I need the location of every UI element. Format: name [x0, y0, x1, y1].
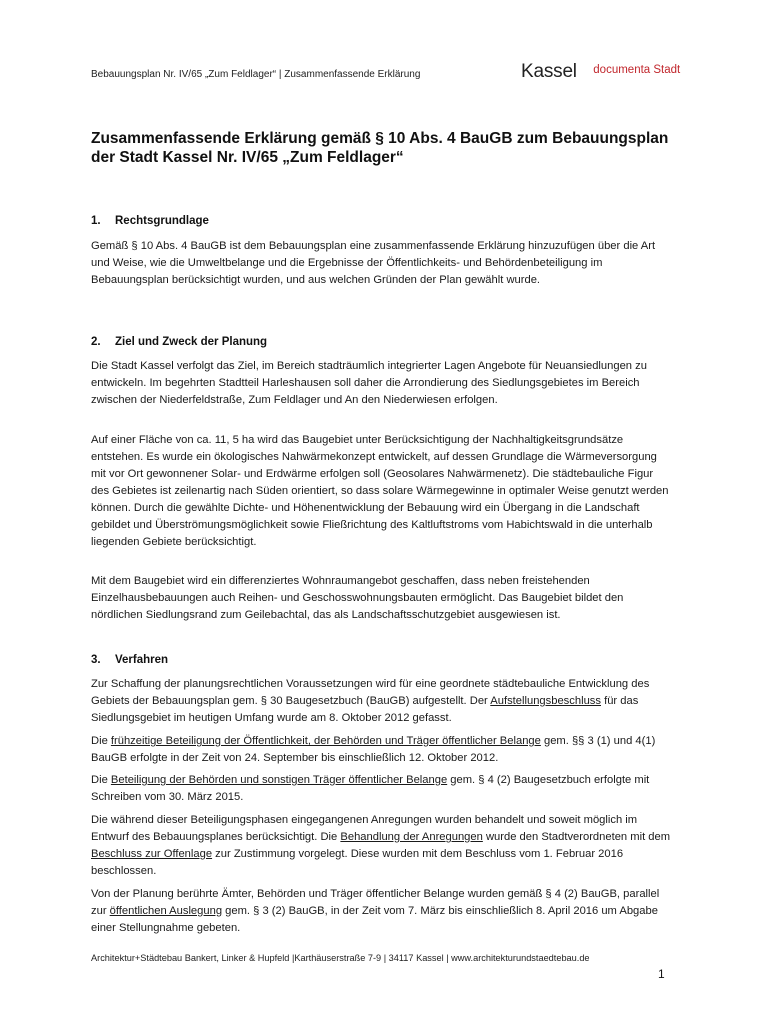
paragraph: [91, 772, 672, 806]
paragraph-text: gem. § 4 (2) Baugesetzbuch erfolgte mit Schreiben vom 30. März 2015.: [91, 774, 650, 803]
paragraph-text: Die: [91, 774, 111, 786]
section-number: 3.: [91, 654, 101, 666]
paragraph-text: gem. § 3 (2) BauGB, in der Zeit vom 7. März bis einschließlich 8. April 2016 um Abgabe einer Stellungnahme gebeten.: [91, 905, 658, 934]
page-number: 1: [658, 967, 665, 981]
beschluss-offenlage-link[interactable]: Beschluss zur Offenlage: [91, 848, 213, 860]
page-footer: Architektur+Städtebau Bankert, Linker & Hupfeld |Karthäuserstraße 7-9 | 34117 Kassel | www.architekturundstaedtebau.de: [91, 953, 590, 963]
paragraph: Gemäß § 10 Abs. 4 BauGB ist dem Bebauungsplan eine zusammenfassende Erklärung hinzuzufügen über die Art und Weise, wie die Umweltbelange und die Ergebnisse der Öffentlichkeits- und Behördenbeteiligung im Bebauungsplan berücksichtigt wurden, und aus welchen Gründen der Plan gewählt wurde.: [91, 240, 656, 286]
section-title: Ziel und Zweck der Planung: [115, 336, 268, 348]
section-number: 2.: [91, 336, 101, 348]
paragraph-text: Von der Planung berührte Ämter, Behörden und Träger öffentlicher Belange wurden gemäß § 4 (2) BauGB, parallel zur: [91, 888, 660, 917]
section-heading-verfahren: [91, 654, 168, 666]
section-heading-ziel-und-zweck: [91, 336, 267, 348]
paragraph: [91, 733, 672, 767]
beteiligung-behoerden-link[interactable]: Beteiligung der Behörden und sonstigen Träger öffentlicher Belange: [110, 774, 448, 786]
section-title: Verfahren: [115, 654, 169, 666]
paragraph-text: gem. §§ 3 (1) und 4(1) BauGB erfolgte in der Zeit von 24. September bis einschließlich 12. Oktober 2012.: [91, 735, 656, 764]
oeffentliche-auslegung-link[interactable]: öffentlichen Auslegung: [109, 905, 223, 917]
logo-tagline: documenta Stadt: [593, 64, 681, 76]
kassel-logo: [521, 61, 680, 83]
paragraph: [91, 676, 672, 727]
fruehzeitige-beteiligung-link[interactable]: frühzeitige Beteiligung der Öffentlichkeit, der Behörden und Träger öffentlicher Belange: [110, 735, 541, 747]
paragraph: Die Stadt Kassel verfolgt das Ziel, im Bereich stadträumlich integrierter Lagen Angebote für Neuansiedlungen zu entwickeln. Im begehrten Stadtteil Harleshausen soll daher die Arrondierung des Siedlungsgebietes im Bereich zwischen der Niederfeldstraße, Zum Feldlager und An den Niederwiesen erfolgen.: [91, 360, 647, 406]
aufstellungsbeschluss-link[interactable]: Aufstellungsbeschluss: [490, 695, 601, 707]
paragraph-text: für das Siedlungsgebiet im heutigen Umfang wurde am 8. Oktober 2012 gefasst.: [91, 695, 639, 724]
logo-city: Kassel: [521, 61, 577, 82]
section-heading-rechtsgrundlage: [91, 215, 209, 227]
paragraph-text: Die: [91, 735, 111, 747]
paragraph: Mit dem Baugebiet wird ein differenziertes Wohnraumangebot geschaffen, dass neben freistehenden Einzelhausbebauungen auch Reihen- und Geschosswohnungsbauten ermöglicht. Das Baugebiet bildet den nördlichen Siedlungsrand zum Geilebachtal, das als Landschaftsschutzgebiet ausgewiesen ist.: [91, 575, 624, 621]
paragraph: [91, 886, 672, 937]
section-title: Rechtsgrundlage: [115, 215, 209, 227]
running-header: Bebauungsplan Nr. IV/65 „Zum Feldlager“ | Zusammenfassende Erklärung: [91, 69, 421, 80]
paragraph-text: wurde den Stadtverordneten mit dem: [482, 831, 671, 843]
paragraph: [91, 812, 672, 880]
paragraph: Auf einer Fläche von ca. 11, 5 ha wird das Baugebiet unter Berücksichtigung der Nachhaltigkeitsgrundsätze entstehen. Es wurde ein ökologisches Nahwärmekonzept entwickelt, auf dessen Grundlage die Wärmeversorgung mit vor Ort gewonnener Solar- und Erdwärme erfolgen soll (Geosolares Nahwärmenetz). Die städtebauliche Figur des Gebietes ist zeilenartig nach Süden orientiert, so dass solare Wärmegewinne in optimaler Weise genutzt werden können. Durch die gewählte Dichte- und Höhenentwicklung der Bebauung wird ein Übergang in die Landschaft gebildet und Überströmungsmöglichkeit sowie Fließrichtung des Kaltluftstroms vom Habichtswald in die unterhalb liegenden Gebiete berücksichtigt.: [91, 434, 669, 548]
paragraph-text: Zur Schaffung der planungsrechtlichen Voraussetzungen wird für eine geordnete städtebauliche Entwicklung des Gebiets der Bebauungsplan gem. § 30 Baugesetzbuch (BauGB) aufgestellt. Der: [91, 678, 650, 707]
section-number: 1.: [91, 215, 101, 227]
document-title: Zusammenfassende Erklärung gemäß § 10 Abs. 4 BauGB zum Bebauungsplan der Stadt Kassel Nr. IV/65 „Zum Feldlager“: [91, 130, 669, 166]
paragraph-text: Die während dieser Beteiligungsphasen eingegangenen Anregungen wurden behandelt und soweit möglich im Entwurf des Bebauungsplanes berücksichtigt. Die: [91, 814, 638, 843]
paragraph-text: zur Zustimmung vorgelegt. Diese wurden mit dem Beschluss vom 1. Februar 2016 beschlossen.: [91, 848, 624, 877]
behandlung-anregungen-link[interactable]: Behandlung der Anregungen: [340, 831, 483, 843]
